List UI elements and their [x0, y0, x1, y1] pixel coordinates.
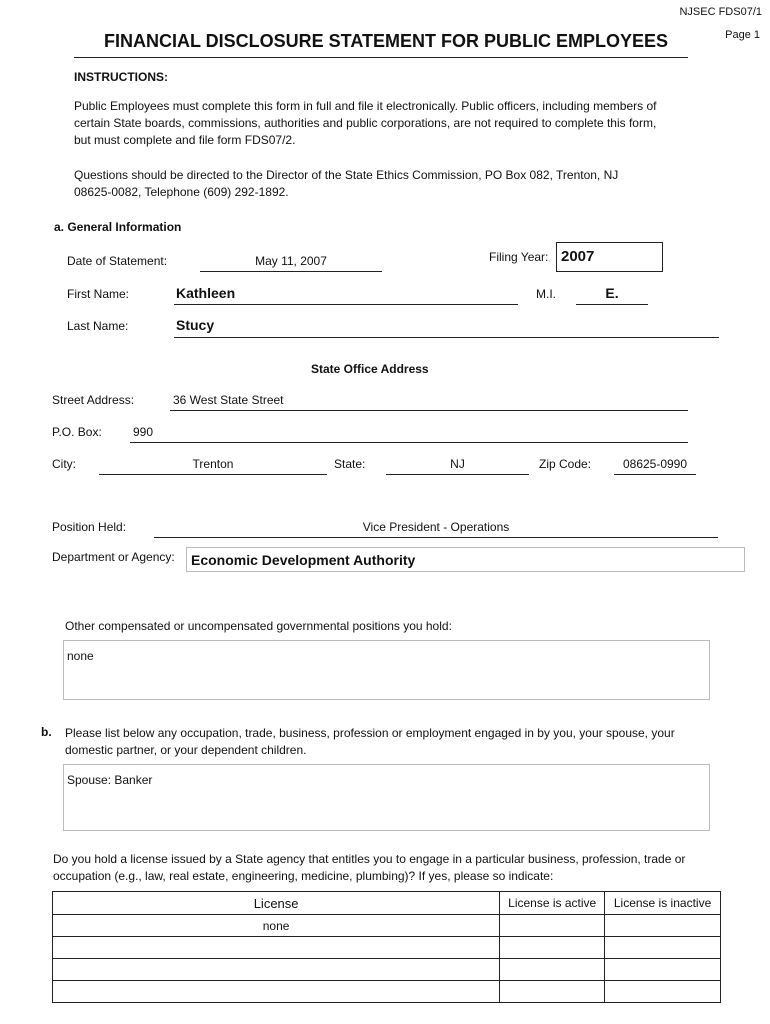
form-title: FINANCIAL DISCLOSURE STATEMENT FOR PUBLIC EMPLOYEES: [104, 31, 669, 51]
first-name-field[interactable]: Kathleen: [176, 285, 236, 301]
license-active-cell[interactable]: [500, 937, 605, 959]
state-field[interactable]: NJ: [450, 457, 465, 471]
position-underline: [154, 537, 718, 538]
state-label: State:: [334, 457, 366, 471]
date-underline: [200, 271, 382, 272]
instructions-heading: INSTRUCTIONS:: [74, 70, 168, 84]
address-heading: State Office Address: [311, 362, 429, 376]
license-active-cell[interactable]: [500, 959, 605, 981]
department-field[interactable]: Economic Development Authority: [186, 547, 745, 572]
page-number: Page 1: [725, 29, 760, 41]
other-positions-field[interactable]: none: [63, 640, 710, 700]
instructions-line: 08625-0082, Telephone (609) 292-1892.: [74, 185, 289, 199]
date-field[interactable]: May 11, 2007: [255, 254, 327, 268]
occupation-field[interactable]: Spouse: Banker: [63, 764, 710, 831]
section-b-line: domestic partner, or your dependent children.: [65, 743, 307, 757]
general-info-heading: a. General Information: [54, 220, 182, 234]
license-header-row: [53, 892, 721, 915]
state-underline: [386, 474, 529, 475]
section-b-line: Please list below any occupation, trade, business, profession or employment engaged in by you, your spouse, your: [65, 726, 675, 740]
instructions-paragraph-2: [74, 167, 618, 201]
po-box-underline: [130, 442, 688, 443]
department-label: Department or Agency:: [52, 550, 175, 564]
license-inactive-cell[interactable]: [605, 981, 721, 1003]
zip-label: Zip Code:: [539, 457, 592, 471]
license-inactive-cell[interactable]: [605, 937, 721, 959]
city-field[interactable]: Trenton: [192, 457, 234, 471]
po-box-field[interactable]: 990: [133, 425, 154, 439]
license-active-cell[interactable]: [500, 981, 605, 1003]
license-column-header: License: [53, 892, 500, 915]
license-cell[interactable]: [53, 959, 500, 981]
license-table: [52, 891, 721, 1003]
last-name-label: Last Name:: [67, 319, 129, 333]
instructions-line: certain State boards, commissions, authorities and public corporations, are not required to complete this form,: [74, 116, 657, 130]
license-question: [53, 851, 685, 885]
table-row: [53, 959, 721, 981]
title-underline: [74, 57, 688, 58]
filing-year-label: Filing Year:: [489, 250, 549, 264]
zip-underline: [614, 474, 696, 475]
street-label: Street Address:: [52, 393, 135, 407]
mi-label: M.I.: [536, 287, 556, 301]
street-field[interactable]: 36 West State Street: [173, 393, 284, 407]
license-inactive-cell[interactable]: [605, 959, 721, 981]
table-row: [53, 981, 721, 1003]
instructions-line: Public Employees must complete this form in full and file it electronically. Public officers, including members of: [74, 99, 657, 113]
form-code: NJSEC FDS07/1: [679, 6, 762, 18]
last-name-field[interactable]: Stucy: [176, 317, 215, 333]
date-label: Date of Statement:: [67, 254, 168, 268]
po-box-label: P.O. Box:: [52, 425, 102, 439]
section-b-question: [65, 725, 675, 759]
license-cell[interactable]: [53, 937, 500, 959]
zip-field[interactable]: 08625-0990: [622, 457, 688, 471]
table-row: [53, 915, 721, 937]
filing-year-field[interactable]: 2007: [556, 242, 663, 272]
first-name-underline: [174, 304, 518, 305]
license-question-line: Do you hold a license issued by a State agency that entitles you to engage in a particular business, profession, trade or: [53, 852, 686, 866]
license-inactive-column-header: License is inactive: [605, 892, 721, 915]
city-label: City:: [52, 457, 76, 471]
instructions-line: but must complete and file form FDS07/2.: [74, 133, 296, 147]
position-field[interactable]: Vice President - Operations: [362, 520, 510, 534]
table-row: [53, 937, 721, 959]
license-question-line: occupation (e.g., law, real estate, engineering, medicine, plumbing)? If yes, please so indicate:: [53, 869, 554, 883]
instructions-paragraph-1: [74, 98, 656, 149]
section-b-letter: b.: [41, 725, 52, 739]
city-underline: [99, 474, 327, 475]
first-name-label: First Name:: [67, 287, 130, 301]
position-label: Position Held:: [52, 520, 127, 534]
mi-underline: [576, 304, 648, 305]
other-positions-label: Other compensated or uncompensated governmental positions you hold:: [65, 619, 452, 633]
license-cell[interactable]: [53, 981, 500, 1003]
mi-field[interactable]: E.: [605, 285, 619, 301]
instructions-line: Questions should be directed to the Director of the State Ethics Commission, PO Box 082, Trenton, NJ: [74, 168, 619, 182]
last-name-underline: [174, 337, 719, 338]
license-inactive-cell[interactable]: [605, 915, 721, 937]
license-cell[interactable]: none: [53, 915, 500, 937]
license-active-cell[interactable]: [500, 915, 605, 937]
license-active-column-header: License is active: [500, 892, 605, 915]
street-underline: [170, 410, 688, 411]
